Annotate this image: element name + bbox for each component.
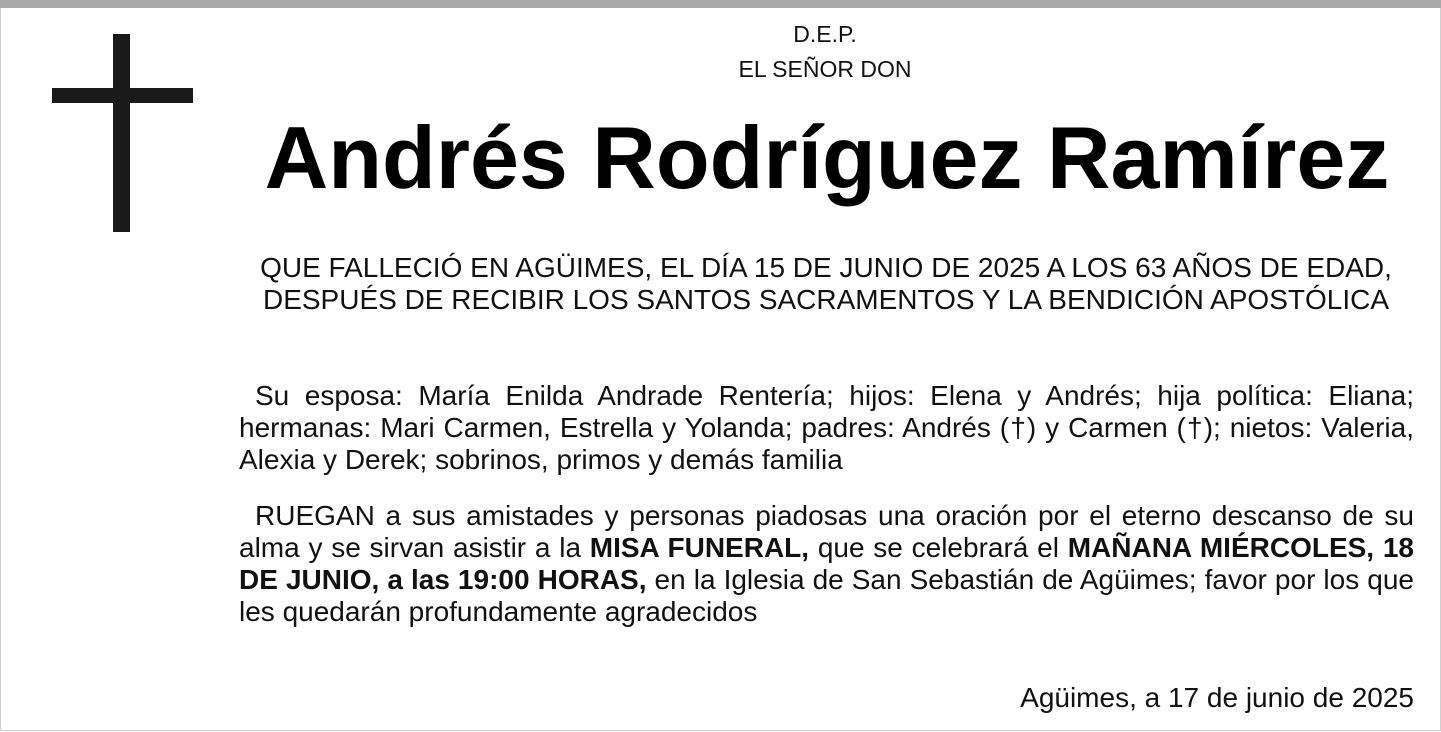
request-text-1: RUEGAN a sus amistades y personas piadosas una oración por el eterno descanso de su alma y se sirvan asistir a la — [239, 500, 1414, 563]
family-paragraph: Su esposa: María Enilda Andrade Rentería; hijos: Elena y Andrés; hija política: Eliana; hermanas: Mari Carmen, Estrella y Yolanda; padres: Andrés (†) y Carmen (†); nietos: Valeria, Alexia y Derek; sobrinos, primos y demás familia — [239, 380, 1414, 475]
mass-date-time: MAÑANA MIÉRCOLES, 18 DE JUNIO, a las 19:00 HORAS, — [239, 532, 1414, 595]
death-statement: QUE FALLECIÓ EN AGÜIMES, EL DÍA 15 DE JUNIO DE 2025 A LOS 63 AÑOS DE EDAD, DESPUÉS DE RECIBIR LOS SANTOS SACRAMENTOS Y LA BENDICIÓN APOSTÓLICA — [260, 252, 1392, 315]
request-paragraph — [239, 500, 1414, 628]
deceased-name: Andrés Rodríguez Ramírez — [264, 108, 1390, 207]
rip-header: D.E.P. — [793, 21, 857, 47]
mass-label: MISA FUNERAL, — [589, 532, 810, 563]
request-text-2: que se celebrará el — [809, 532, 1068, 563]
latin-cross-icon — [52, 34, 193, 232]
cross-horizontal-bar — [52, 88, 193, 103]
top-bar — [0, 0, 1441, 8]
request-text-3: en la Iglesia de San Sebastián de Agüimes; favor por los que les quedarán profundamente agradecidos — [239, 564, 1414, 627]
cross-vertical-bar — [113, 34, 130, 232]
place-date: Agüimes, a 17 de junio de 2025 — [1020, 682, 1414, 713]
honorific: EL SEÑOR DON — [738, 56, 912, 82]
